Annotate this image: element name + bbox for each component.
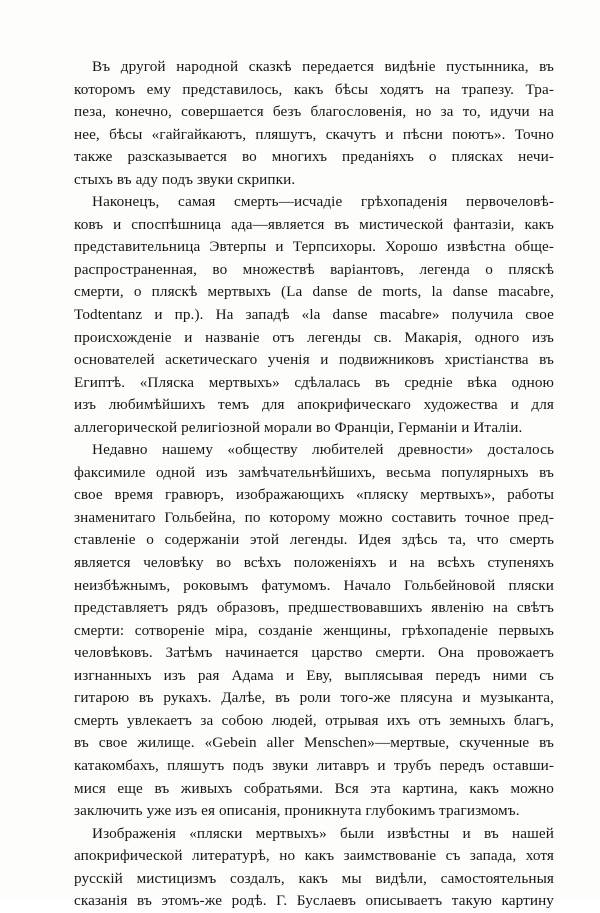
text-line: которомъ ему представилось, какъ бѣсы ходятъ на трапезу. Тра- [74, 80, 554, 98]
text-line: является человѣку во всѣхъ положеніяхъ и на всѣхъ ступеняхъ [74, 554, 554, 572]
text-line: заключить уже изъ ея описанія, проникнута глубокимъ трагизмомъ. [74, 802, 520, 820]
text-line: представительница Эвтерпы и Терпсихоры. Хорошо извѣстна обще- [74, 238, 554, 256]
text-line: смерти: сотвореніе міра, созданіе женщины, грѣхопаденіе первыхъ [74, 621, 554, 639]
text-line: происхожденіе и названіе отъ легенды св. Макарія, одного изъ [74, 328, 554, 346]
text-line: аллегорической религіозной морали во Франціи, Германіи и Италіи. [74, 418, 523, 436]
paragraph-hermit-vision [74, 56, 554, 191]
paragraph-holbein-engraving [74, 439, 554, 822]
text-line: въ свое жилище. «Gebein aller Menschen»—мертвые, скученные въ [74, 734, 554, 752]
text-line: русскій мистицизмъ создалъ, какъ мы видѣли, самостоятельныя [74, 869, 554, 887]
text-line: апокрифической литературѣ, но какъ заимствованіе съ запада, хотя [74, 847, 554, 865]
text-line: Египтѣ. «Пляска мертвыхъ» сдѣлалась въ средніе вѣка одною [74, 373, 554, 391]
text-line: свое время гравюръ, изображающихъ «пляску мертвыхъ», работы [74, 486, 554, 504]
paragraph-russian-apocrypha [74, 823, 554, 913]
text-line: ковъ и споспѣшница ада—является въ мистической фантазіи, какъ [74, 215, 554, 233]
text-line: сказанія въ этомъ-же родѣ. Г. Буслаевъ описываетъ такую картину [74, 892, 554, 910]
paragraph-dance-of-death [74, 191, 554, 439]
text-line: стыхъ въ аду подъ звуки скрипки. [74, 170, 296, 188]
text-line: изъ любимѣйшихъ темъ для апокрифическаго художества и для [74, 396, 554, 414]
text-line: распространенная, во множествѣ варіантовъ, легенда о пляскѣ [74, 260, 554, 278]
text-line: нее, бѣсы «гайгайкаютъ, пляшутъ, скачутъ и пѣсни поютъ». Точно [74, 125, 554, 143]
text-line: ставленіе о содержаніи этой легенды. Идея здѣсь та, что смерть [74, 531, 554, 549]
text-line: Въ другой народной сказкѣ передается видѣніе пустынника, въ [92, 58, 554, 75]
text-line: катакомбахъ, пляшутъ подъ звуки литавръ и трубъ передъ оставши- [74, 756, 554, 774]
text-line: основателей аскетическаго ученія и подвижниковъ христіанства въ [74, 351, 554, 369]
text-line: неизбѣжнымъ, роковымъ фатумомъ. Начало Гольбейновой пляски [74, 576, 554, 594]
text-line: Todtentanz и пр.). На западѣ «la danse macabre» получила свое [74, 306, 554, 324]
text-line: факсимиле одной изъ замѣчательнѣйшихъ, весьма популярныхъ въ [74, 463, 554, 481]
text-line: человѣковъ. Затѣмъ начинается царство смерти. Она провожаетъ [74, 644, 554, 662]
text-line: изгнанныхъ изъ рая Адама и Еву, выплясывая передъ ними съ [74, 666, 554, 684]
text-line: знаменитаго Гольбейна, по которому можно составить точное пред- [74, 508, 554, 526]
text-line: пеза, конечно, совершается безъ благословенія, но за то, идучи на [74, 103, 554, 121]
text-line: Недавно нашему «обществу любителей древности» досталось [92, 441, 554, 459]
text-line: также разсказывается во многихъ преданіяхъ о плясках нечи- [74, 148, 554, 166]
text-line: мися еще въ живыхъ собратьями. Вся эта картина, какъ можно [74, 779, 554, 797]
text-line: гитарою въ рукахъ. Далѣе, въ роли того-же плясуна и музыканта, [74, 689, 554, 707]
text-line: представляетъ рядъ образовъ, предшествовавшихъ явленію на свѣтъ [74, 599, 554, 617]
text-line: смерти, о пляскѣ мертвыхъ (La danse de morts, la danse macabre, [74, 283, 554, 301]
text-line: Изображенія «пляски мертвыхъ» были извѣстны и въ нашей [92, 824, 554, 842]
text-line: Наконецъ, самая смерть—исчадіе грѣхопаденія первочеловѣ- [92, 193, 554, 211]
text-line: смерть увлекаетъ за собою людей, отрывая ихъ отъ земныхъ благъ, [74, 711, 554, 729]
page-body-text [74, 56, 554, 913]
